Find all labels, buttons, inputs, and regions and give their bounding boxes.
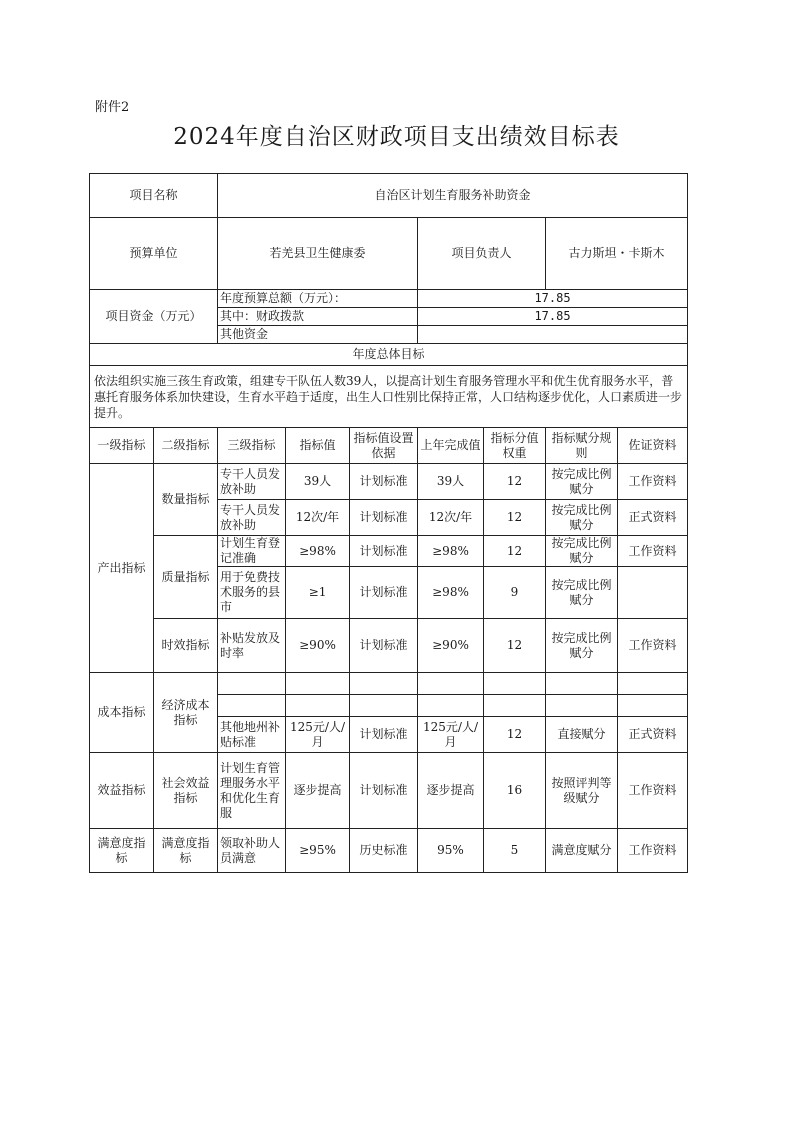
last-year-value: 95% (418, 829, 484, 873)
annual-budget-value: 17.85 (418, 290, 688, 308)
indicator-weight: 16 (484, 753, 546, 829)
indicator-weight: 9 (484, 567, 546, 619)
level3-indicator: 计划生育管理服务水平和优化生育服 (218, 753, 286, 829)
level1-satisfaction: 满意度指标 (90, 829, 154, 873)
indicator-weight: 5 (484, 829, 546, 873)
indicator-basis: 计划标准 (350, 717, 418, 753)
project-funds-label: 项目资金（万元） (90, 290, 218, 344)
evidence: 工作资料 (618, 464, 688, 500)
header-last-year: 上年完成值 (418, 428, 484, 464)
evidence: 正式资料 (618, 717, 688, 753)
indicator-basis: 计划标准 (350, 500, 418, 536)
last-year-value: 逐步提高 (418, 753, 484, 829)
evidence: 工作资料 (618, 753, 688, 829)
other-funds-value (418, 326, 688, 344)
evidence: 工作资料 (618, 829, 688, 873)
indicator-value: 12次/年 (286, 500, 350, 536)
scoring-rule: 按完成比例赋分 (546, 464, 618, 500)
evidence: 工作资料 (618, 619, 688, 673)
level3-indicator: 领取补助人员满意 (218, 829, 286, 873)
fiscal-allocation-label: 其中：财政拨款 (218, 308, 418, 326)
level3-indicator: 用于免费技术服务的县市 (218, 567, 286, 619)
annual-budget-label: 年度预算总额（万元）： (218, 290, 418, 308)
indicator-weight: 12 (484, 717, 546, 753)
header-basis: 指标值设置依据 (350, 428, 418, 464)
table-row (90, 464, 688, 500)
indicator-value: ≥98% (286, 536, 350, 567)
indicator-basis: 计划标准 (350, 464, 418, 500)
level2-quantity: 数量指标 (154, 464, 218, 536)
indicator-value: 125元/人/月 (286, 717, 350, 753)
table-row (90, 536, 688, 567)
last-year-value: 39人 (418, 464, 484, 500)
indicator-value: ≥95% (286, 829, 350, 873)
indicator-basis: 计划标准 (350, 619, 418, 673)
scoring-rule: 按完成比例赋分 (546, 619, 618, 673)
last-year-value: 125元/人/月 (418, 717, 484, 753)
annual-goal-text: 依法组织实施三孩生育政策，组建专干队伍人数39人，以提高计划生育服务管理水平和优生优育服务水平，普惠托育服务体系加快建设，生育水平趋于适度，出生人口性别比保持正常，人口结构逐步优化，人口素质进一步提升。 (90, 366, 688, 428)
header-level2: 二级指标 (154, 428, 218, 464)
last-year-value: ≥90% (418, 619, 484, 673)
budget-unit-label: 预算单位 (90, 218, 218, 290)
evidence: 正式资料 (618, 500, 688, 536)
header-level1: 一级指标 (90, 428, 154, 464)
performance-target-table (89, 173, 688, 873)
project-name-label: 项目名称 (90, 174, 218, 218)
indicator-weight: 12 (484, 536, 546, 567)
level3-indicator: 计划生育登记准确 (218, 536, 286, 567)
header-level3: 三级指标 (218, 428, 286, 464)
header-rule: 指标赋分规则 (546, 428, 618, 464)
table-row (90, 829, 688, 873)
last-year-value: ≥98% (418, 536, 484, 567)
level3-indicator: 其他地州补贴标准 (218, 717, 286, 753)
table-row (90, 619, 688, 673)
level3-indicator: 补贴发放及时率 (218, 619, 286, 673)
level2-social-benefit: 社会效益指标 (154, 753, 218, 829)
scoring-rule: 直接赋分 (546, 717, 618, 753)
table-row (90, 673, 688, 695)
level2-timeliness: 时效指标 (154, 619, 218, 673)
fiscal-allocation-value: 17.85 (418, 308, 688, 326)
level2-quality: 质量指标 (154, 536, 218, 619)
annual-goal-label: 年度总体目标 (90, 344, 688, 366)
evidence: 工作资料 (618, 536, 688, 567)
indicator-weight: 12 (484, 500, 546, 536)
scoring-rule: 按照评判等级赋分 (546, 753, 618, 829)
table-row (90, 753, 688, 829)
indicator-basis: 计划标准 (350, 536, 418, 567)
indicator-weight: 12 (484, 619, 546, 673)
project-leader-label: 项目负责人 (418, 218, 546, 290)
header-value: 指标值 (286, 428, 350, 464)
level3-indicator: 专干人员发放补助 (218, 464, 286, 500)
project-name-value: 自治区计划生育服务补助资金 (218, 174, 688, 218)
header-weight: 指标分值权重 (484, 428, 546, 464)
level2-satisfaction: 满意度指标 (154, 829, 218, 873)
level3-indicator: 专干人员发放补助 (218, 500, 286, 536)
indicator-value: 逐步提高 (286, 753, 350, 829)
indicator-basis: 计划标准 (350, 753, 418, 829)
scoring-rule: 按完成比例赋分 (546, 500, 618, 536)
other-funds-label: 其他资金 (218, 326, 418, 344)
project-leader-value: 古力斯坦・卡斯木 (546, 218, 688, 290)
attachment-label: 附件2 (95, 100, 130, 115)
indicator-value: 39人 (286, 464, 350, 500)
last-year-value: 12次/年 (418, 500, 484, 536)
level1-output: 产出指标 (90, 464, 154, 673)
level2-economic-cost: 经济成本指标 (154, 673, 218, 753)
evidence (618, 567, 688, 619)
document-title: 2024年度自治区财政项目支出绩效目标表 (173, 124, 620, 150)
indicator-value: ≥1 (286, 567, 350, 619)
budget-unit-value: 若羌县卫生健康委 (218, 218, 418, 290)
indicator-value: ≥90% (286, 619, 350, 673)
indicator-weight: 12 (484, 464, 546, 500)
scoring-rule: 按完成比例赋分 (546, 567, 618, 619)
last-year-value: ≥98% (418, 567, 484, 619)
level1-benefit: 效益指标 (90, 753, 154, 829)
scoring-rule: 按完成比例赋分 (546, 536, 618, 567)
level1-cost: 成本指标 (90, 673, 154, 753)
scoring-rule: 满意度赋分 (546, 829, 618, 873)
indicator-basis: 计划标准 (350, 567, 418, 619)
indicator-basis: 历史标准 (350, 829, 418, 873)
header-evidence: 佐证资料 (618, 428, 688, 464)
